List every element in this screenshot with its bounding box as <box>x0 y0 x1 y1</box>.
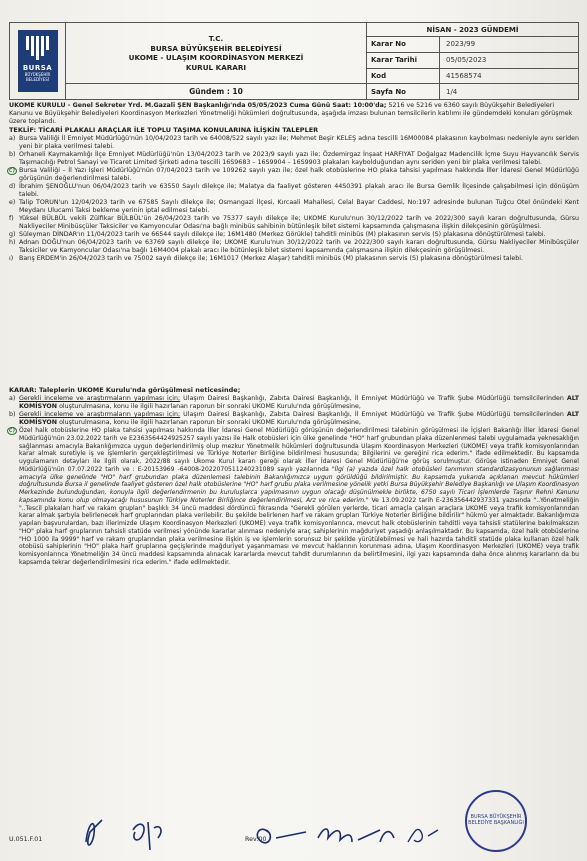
meta-row <box>367 37 578 53</box>
signatures-image <box>78 812 478 857</box>
item-text: Talip TORUN'un 12/04/2023 tarih ve 67585 Sayılı dilekçe ile; Osmangazi İlçesi, Kırcaali Mahallesi, Celal Bayar Caddesi, No:197 adresinde bulunan Tuğcu Otel önündeki Kent Meydanı Ulucami Taksi bekleme yerinin iptal edilmesi talebi. <box>19 199 579 214</box>
karar-a-underlined: Gerekli inceleme ve araştırmaların yapılması için; <box>19 395 181 402</box>
karar-b-end: oluşturulmasına, konu ile ilgili hazırlanan raporun bir sonraki UKOME Kurulu'nda görüşülmesine, <box>57 419 361 426</box>
item-text: Adnan DOĞU'nun 06/04/2023 tarih ve 63769 sayılı dilekçe ile; UKOME Kurulu'nun 30/12/2022 tarih ve 2022/300 sayılı kararı doğrultusunda, Gürsu Nakliyeciler Minibüsçüler Taksiciler ve Kamyoncular Odası'na bağlı 16M4004 plakalı aracı ile bütünleşik bilet sistemi kapsamında çalışmasına ilişkin dilekçesinin görüşülmesi. <box>19 239 579 254</box>
item-label: a) <box>9 135 16 142</box>
title-municipality: BURSA BÜYÜKŞEHİR BELEDİYESİ <box>150 43 282 53</box>
gundem-number: Gündem : 10 <box>66 83 366 99</box>
meta-row <box>367 53 578 69</box>
item-text: Bursa Valiliği – İl Yazı İşleri Müdürlüğü'nün 07/04/2023 tarih ve 109262 sayılı yazı ile; özel halk otobüslerine HO plaka tahsisi yapılması hakkında İller İdaresi Genel Müdürlüğü görüşünün değerlendirilmesi talebi. <box>19 167 579 182</box>
title-tc: T.C. <box>208 34 224 43</box>
item-text: Barış ERDEM'in 26/04/2023 tarih ve 75002 sayılı dilekçe ile; 16M1017 (Merkez Alaşar) tahditli minibüs (M) plakasının servis (S) plakasına dönüştürülmesi talebi. <box>19 255 523 262</box>
bursa-logo <box>18 30 58 92</box>
meta-value: 41568574 <box>446 71 482 80</box>
item-label-circled: c) <box>7 167 17 175</box>
item-label-circled: c) <box>7 427 17 435</box>
item-label: b) <box>9 151 16 158</box>
intro-bold: UKOME KURULU - Genel Sekreter Yrd. M.Gazali ŞEN Başkanlığı'nda 05/05/2023 Cuma Günü Saat: 10:00'da; <box>9 102 387 109</box>
logo-text: BURSA <box>22 64 53 72</box>
list-item <box>9 255 579 263</box>
meta-key: Sayfa No <box>367 84 440 99</box>
agenda-month: NİSAN - 2023 GÜNDEMİ <box>367 23 578 37</box>
list-item <box>9 411 579 427</box>
karar-b-underlined: Gerekli inceleme ve araştırmaların yapılması için; <box>19 411 181 418</box>
form-code: U.051.F.01 <box>9 836 43 843</box>
meta-key: Karar No <box>367 37 440 52</box>
title-kurul-karari: KURUL KARARI <box>185 62 247 72</box>
intro-paragraph <box>9 102 579 126</box>
list-item <box>9 239 579 255</box>
logo-bars-icon <box>26 36 49 60</box>
karar-a-end: oluşturulmasına, konu ile ilgili hazırlanan raporun bir sonraki UKOME Kurulu'nda görüşülmesine, <box>57 403 361 410</box>
list-item <box>9 183 579 199</box>
meta-value: 05/05/2023 <box>446 56 487 65</box>
logo-cell <box>10 23 66 99</box>
item-label: h) <box>9 239 16 246</box>
karar-section <box>9 386 579 567</box>
list-item <box>9 231 579 239</box>
item-text: İbrahim ŞENOĞLU'nun 06/04/2023 tarih ve 63550 Sayılı dilekçe ile; Malatya da faaliyet gösteren 44S0391 plakalı aracı ile Bursa Gemlik İlçesinde çalışabilmesi için dönüşüm talebi. <box>19 183 579 198</box>
meta-value: 1/4 <box>446 87 458 96</box>
meta-row <box>367 84 578 99</box>
meta-row <box>367 69 578 85</box>
karar-c-text: Özel halk otobüslerine HO plaka tahsisi yapılması hakkında İller İdaresi Genel Müdürlüğü görüşünün değerlendirilmesi talebinin görüşülmesi ile İçişleri Bakanlığı İller İdaresi Genel Müdürlüğü'nün 23.02.2022 tarih ve E2363564424925257 sayılı yazısı ile Halk otobüsleri için ülke genelinde "HO" harf grubundan plaka düzenlenmesi talebi uygulamada yeknesaklığın sağlanması amacıyla Bakanlığımızca uygun değerlendirilmiş olup mezkur Yönetmelik hükümleri doğrultusunda Ulaşım Koordinasyon Merkezleri (UKOME) veya trafik komisyonlarından karar almak suretiyle iş ve işlemlerin gerçekleştirilmesi ve Türkiye Noterler Birliğine bildirilmesi hususunda; Bilgilerini ve gereğini rica ederim." ifade edilmektedir. Bu kapsamda uygulamanın detayları ile ilgili olarak, 2022/88 sayılı Ukome Kurul kararı gereği olarak İller İdaresi Genel Müdürlüğü'ne görüş sorulmuştur. Görüşe istinaden Emniyet Genel Müdürlüğü'nün 07.07.2022 tarih ve : E-20153969 -64008-2022070511240231089 sayılı yazılarında <box>19 427 579 473</box>
meta-value: 2023/99 <box>446 40 476 49</box>
item-text: Yüksel BÜLBÜL vekili Zülfikar BÜLBÜL'ün 26/04/2023 tarih ve 75377 sayılı dilekçe ile; UKOME Kurulu'nun 30/12/2022 tarih ve 2022/300 sayılı kararı doğrultusunda, Gürsu Nakliyeciler Minibüsçüler Taksiciler ve Kamyoncular Odası'na bağlı minibüs sahibinin bütünleşik bilet sistemi kapsamında çalışmasına ilişkin dilekçesinin görüşülmesi. <box>19 215 579 230</box>
teklif-section <box>9 126 579 263</box>
item-label: f) <box>9 215 14 222</box>
item-label: d) <box>9 183 16 190</box>
item-text: Orhaneli Kaymakamlığı İlçe Emniyet Müdürlüğü'nün 13/04/2023 tarih ve 2023/9 sayılı yazı ile; Özdemirgaz İnşaat HARFIYAT Doğalgaz Madencilik İçme Suyu Hayvancılık Servis Taşımacılığı Petrol Sanayi ve Ticaret Limited Şirketi adına tescilli 16S9683 – 16S9904 – 16S9903 plakaları kaybolduğundan aynı seriden yeni bir plaka verilmesi talebi. <box>19 151 579 166</box>
list-item <box>9 167 579 183</box>
karar-a-text: Ulaşım Dairesi Başkanlığı, Zabıta Dairesi Başkanlığı, İl Emniyet Müdürlüğü ve Trafik Şube Müdürlüğü temsilcilerinden <box>180 395 567 402</box>
item-label: e) <box>9 199 16 206</box>
list-item <box>9 395 579 411</box>
karar-c-quote: "İlgi (a) yazıda özel halk otobüsleri tanımının standardizasyonunun sağlanması amacıyla ülke genelinde "HO" harf grubundan plaka düzenlemesi talebinin Bakanlığımızca uygun görüldüğü bildirilmiştir. Bu kapsamda yukarıda açıklanan mevcut hükümleri doğrultusunda Bursa il genelinde faaliyet gösteren özel halk otobüslerine "HO" harf grubu plaka verilmesine yönelik yetki Bursa Büyükşehir Belediye Başkanlığı ve Ulaşım Koordinasyon Merkezinde bulunduğundan, konuyla ilgili değerlendirmenin bu kuruluşlarca yapılmasının uygun olacağı düşünülmekle birlikte, 6750 sayılı Ticari İşlemlerde Taşınır Rehni Kanunu kapsamında konu olup olmayacağı hususunun Türkiye Noterler Birliğince değerlendirilmesi, Arz ve rica ederim." <box>19 465 579 504</box>
intro-text: 5216 ve 5216 ve 6360 sayılı Büyükşehir Belediyeleri Kanunu ve Büyükşehir Belediyeleri Koordinasyon Merkezleri Yönetmeliği hükümleri doğrultusunda, aşağıda imzası bulunan temsilcilerin katılımı ile gündemdeki konuları görüşmek üzere toplandı. <box>9 102 573 125</box>
list-item <box>9 215 579 231</box>
revision: Rev:00 <box>245 836 267 843</box>
item-text: Bursa Valiliği İl Emniyet Müdürlüğü'nün 10/04/2023 tarih ve 64008/522 sayılı yazı ile; Mehmet Beşir KELEŞ adına tescilli 16M00084 plakasının kaybolması nedeniyle aynı seriden yeni bir plaka verilmesi talebi. <box>19 135 579 150</box>
item-label: g) <box>9 231 16 238</box>
header-title-cell <box>66 23 367 99</box>
list-item <box>9 135 579 151</box>
karar-title: KARAR: Taleplerin UKOME Kurulu'nda görüşülmesi neticesinde; <box>9 386 241 394</box>
list-item <box>9 151 579 167</box>
karar-c-text-2: Ve 13.09.2022 tarih E-236356442937331 yazısında "..Yönetmeliğin "..Tescil plakaları harf ve rakam grupları" başlıklı 34 üncü maddesi dördüncü fıkrasında "Gerekli görülen yerlerde, ticari amaçla çalışan araçlara UKOME veya trafik komisyonlarından karar almak şartıyla belirlenecek harf gruplarından plaka verilebilir. Bu şekilde belirlenen harf ve rakam grupları Türkiye Noterler Birliğine bildirilir" hükmü yer almaktadır. Bakanlığımıza yapılan başvurulardan, bazı illerimizde Ulaşım Koordinasyon Merkezleri (UKOME) veya trafik komisyonlarınca, mevcut halk otobüslerinin tahditli veya tahsisli statülerine bakılmaksızın "HO" plaka harf gruplarının tahsisli statüde verilmesi yönünde kararlar alınması nedeniyle araç sahiplerinin mağduriyet yaşadığı anlaşılmaktadır. Bu kapsamda, özel halk otobüslerine "HO 1000 ila 9999" harf ve rakam gruplarından plaka verilmesine ilişkin iş ve işlemlerin sorunsuz bir şekilde yürütülebilmesi ve hali hazırda tahditli statüde plaka kullanan özel halk otobüsü sahiplerinin "HO" plaka harf gruplarına geçişlerinde mağduriyet yaşanmaması ve mevcut haklarının korunması adına, Ulaşım Koordinasyon Merkezleri (UKOME) veya trafik komisyonlarınca Yönetmeliğin 34 üncü maddesi kapsamında alınacak kararlarda mevcut tahdit durumlarının da belirtilmesini, ilgi yazı kapsamında daha önce alınmış kararların da bu kapsamda tekrar değerlendirilmesini rica ederim." ifade edilmektedir. <box>19 496 579 566</box>
meta-key: Kod <box>367 69 440 84</box>
title-ukome: UKOME - ULAŞIM KOORDİNASYON MERKEZİ <box>128 53 304 62</box>
karar-b-text: Ulaşım Dairesi Başkanlığı, Zabıta Dairesi Başkanlığı, İl Emniyet Müdürlüğü ve Trafik Şube Müdürlüğü temsilcilerinden <box>180 411 567 418</box>
item-text: Süleyman DİNDAR'ın 11/04/2023 tarih ve 66544 sayılı dilekçe ile; 16M1480 (Merkez Görükle) tahditli minibüs (M) plakasının servis (S) plakasına dönüştürülmesi talebi. <box>19 231 546 238</box>
list-item <box>9 199 579 215</box>
stamp-text: BURSA BÜYÜKŞEHİR BELEDİYE BAŞKANLIĞI <box>468 814 524 826</box>
karar-b-bold: ALT KOMİSYON <box>19 411 579 426</box>
item-label: b) <box>9 411 16 418</box>
header-titles <box>66 23 366 83</box>
header-meta-cell <box>367 23 578 99</box>
item-label: a) <box>9 395 16 402</box>
teklif-title: TEKLİF: TİCARİ PLAKALI ARAÇLAR İLE TOPLU TAŞIMA KONULARINA İLİŞKİN TALEPLER <box>9 126 319 134</box>
logo-subtext: BÜYÜKŞEHİR BELEDİYESİ <box>24 72 51 82</box>
document-header <box>9 22 579 100</box>
meta-key: Karar Tarihi <box>367 53 440 68</box>
item-label: ı) <box>9 255 14 262</box>
karar-a-bold: ALT KOMİSYON <box>19 395 579 410</box>
list-item <box>9 427 579 567</box>
municipality-stamp <box>465 790 527 852</box>
